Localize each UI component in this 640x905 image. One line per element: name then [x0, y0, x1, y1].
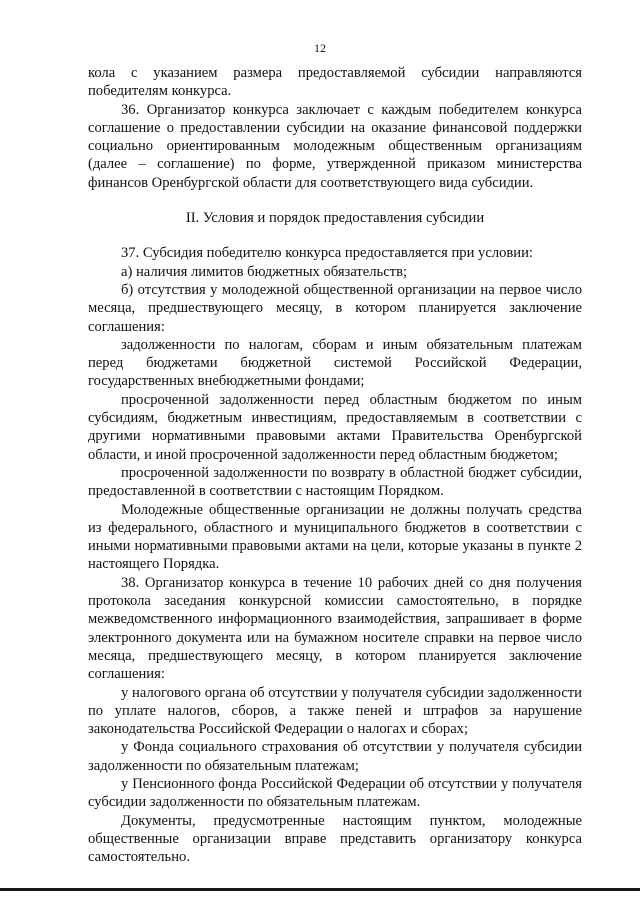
paragraph: Документы, предусмотренные настоящим пунктом, молодежные общественные организации вправе представить организатору конкурса самостоятельно. — [88, 812, 582, 866]
paragraph: просроченной задолженности по возврату в областной бюджет субсидии, предоставленной в соответствии с настоящим Порядком. — [88, 464, 582, 500]
paragraph: а) наличия лимитов бюджетных обязательств; — [121, 263, 408, 280]
bottom-rule — [0, 888, 640, 891]
document-body — [88, 64, 582, 866]
paragraphs-after-heading — [88, 244, 582, 866]
paragraph: Молодежные общественные организации не должны получать средства из федерального, областного и муниципального бюджетов в соответствии с иными нормативными правовыми актами на цели, которые указаны в пункте 2 настоящего Порядка. — [88, 501, 582, 573]
paragraph: 36. Организатор конкурса заключает с каждым победителем конкурса соглашение о предоставлении субсидии на оказание финансовой поддержки социально ориентированным молодежным общественным организациям (далее – соглашение) по форме, утвержденной приказом министерства финансов Оренбургской области для соответствующего вида субсидии. — [88, 101, 582, 191]
paragraph: б) отсутствия у молодежной общественной организации на первое число месяца, предшествующего месяцу, в котором планируется заключение соглашения: — [88, 281, 582, 335]
paragraph: у Пенсионного фонда Российской Федерации об отсутствии у получателя субсидии задолженности по обязательным платежам. — [88, 775, 582, 811]
paragraph: у налогового органа об отсутствии у получателя субсидии задолженности по уплате налогов, сборов, а также пеней и штрафов за нарушение законодательства Российской Федерации о налогах и сборах; — [88, 684, 582, 738]
paragraph: 37. Субсидия победителю конкурса предоставляется при условии: — [121, 245, 533, 262]
paragraph: кола с указанием размера предоставляемой субсидии направляются победителям конкурса. — [88, 65, 582, 100]
paragraph: задолженности по налогам, сборам и иным обязательным платежам перед бюджетами бюджетной системой Российской Федерации, государственных внебюджетными фондами; — [88, 336, 582, 390]
paragraphs-before-heading — [88, 64, 582, 192]
paragraph: у Фонда социального страхования об отсутствии у получателя субсидии задолженности по обязательным платежам; — [88, 739, 582, 774]
page-number: 12 — [314, 41, 326, 55]
paragraph: просроченной задолженности перед областным бюджетом по иным субсидиям, бюджетным инвестициям, предоставляемым в соответствии с другими нормативными правовыми актами Правительства Оренбургской области, и иной просроченной задолженности перед областным бюджетом; — [88, 391, 582, 463]
section-heading: II. Условия и порядок предоставления субсидии — [185, 210, 485, 227]
paragraph: 38. Организатор конкурса в течение 10 рабочих дней со дня получения протокола заседания конкурсной комиссии самостоятельно, в порядке межведомственного информационного взаимодействия, запрашивает в форме электронного документа или на бумажном носителе справки на первое число месяца, предшествующего месяцу, в котором планируется заключение соглашения: — [88, 574, 582, 683]
